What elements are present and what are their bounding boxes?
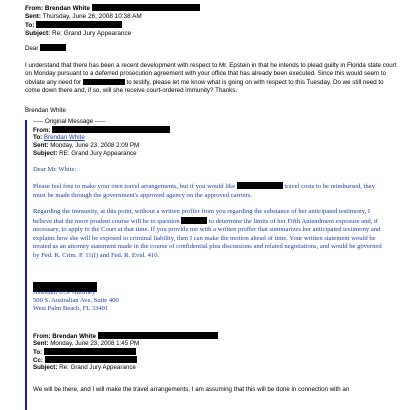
body-text: Please feel free to make your own travel arrangements, but if you would like [33,183,236,190]
redaction-block [44,348,136,355]
body-text: to testify, please let me know what is going on with respect to this Tuesday. Do we still need to come down there and, if so, will she receive court-ordered immunity? Thanks. [25,78,384,94]
to-label: To: [33,349,43,356]
email-header [25,4,200,38]
from-row [25,4,200,13]
subject-label: Subject: [33,364,58,371]
quoted2-sent-row [33,340,139,348]
from-label: From: [25,5,44,12]
redaction-block [52,126,170,133]
sent-label: Sent: [33,340,49,347]
to-label: To: [25,22,35,29]
redaction-block [36,21,122,28]
quoted-greeting: Dear Mr. White: [33,166,77,173]
body-text: to determine the limits of her Fifth Amendment exposure and, if necessary, to apply to the Court at that time. If you provide me with a written proffer that summarizes her anticipated testimony and explains how she will be exposed to criminal liability, then I can make the motion ahead of time. Your written statement would be treated as an attorney statement made in the course of confidential plea discussions and related negotiations, and would be governed by Fed. R. Crim. P. 11(f) and Fed. R. Evid. 410. [33,217,382,259]
signature: Brendan White [25,107,66,114]
redaction-block [98,332,218,339]
sent-value: Monday, June 23, 2008 1:45 PM [50,340,140,347]
sent-label: Sent: [33,142,49,149]
body-text: travel costs to be reimbursed, they must be made through the government's approved agency on the approved carriers. [33,183,375,199]
sent-value: Monday, June 23, 2008 2:09 PM [50,142,140,149]
from-label: From: [33,127,51,134]
quoted-sent-row [33,142,139,150]
subject-label: Subject: [25,29,51,37]
subject-value: RE: Grand Jury Appearance [59,150,137,157]
body-paragraph [25,62,397,95]
subject-value: Re: Grand Jury Appearance [52,29,132,37]
subject-value: Re: Grand Jury Appearance [59,364,136,371]
sent-value: Thursday, June 26, 2008 10:38 AM [42,12,142,20]
redaction-block [45,356,137,363]
quoted-paragraph-1 [33,182,389,200]
greeting: Dear [25,45,39,52]
quoted-subject-row [33,150,137,158]
signature-title: Assistant U.S. Attorney [33,289,96,296]
redaction-block [181,217,207,224]
sent-row [25,13,200,22]
redaction-block [83,79,125,85]
redaction-block [237,182,283,189]
from-name: Brendan White [52,333,96,340]
to-label: To: [33,134,43,141]
quoted2-subject-row [33,364,136,372]
body-text: I understand that there has been a recent development with respect to Mr. Epstein in that he intends to plead guilty in Florida state court on Monday pursuant to a deferred prosecution agreement with your office that has already been executed. Since this would seem to obviate any need for [25,62,397,86]
redaction-block [92,4,200,11]
subject-row [25,30,200,39]
to-row [25,21,200,30]
subject-label: Subject: [33,150,58,157]
quoted-to-row [33,134,85,142]
quoted2-body: We will be there, and I will make the travel arrangements. I am assuming that this will be done in connection with an [33,386,350,393]
from-name: Brendan White [44,5,90,12]
from-label: From: [33,333,51,340]
signature-address-2: West Palm Beach, FL 33401 [33,305,109,312]
to-link[interactable]: Brendan White [43,134,85,141]
quoted-paragraph-2 [33,208,389,261]
cc-label: Cc: [33,357,43,364]
greeting-line [25,44,397,53]
sent-label: Sent: [25,12,41,20]
body-text: Regarding the immunity, at this point, without a written proffer from you regarding the substance of her anticipated testimony, I believe that the more prudent course will be to question [33,208,371,225]
redaction-block [40,44,66,51]
original-message-marker: ----- Original Message ----- [33,118,106,125]
signature-address-1: 500 S. Australian Ave, Suite 400 [33,297,119,304]
